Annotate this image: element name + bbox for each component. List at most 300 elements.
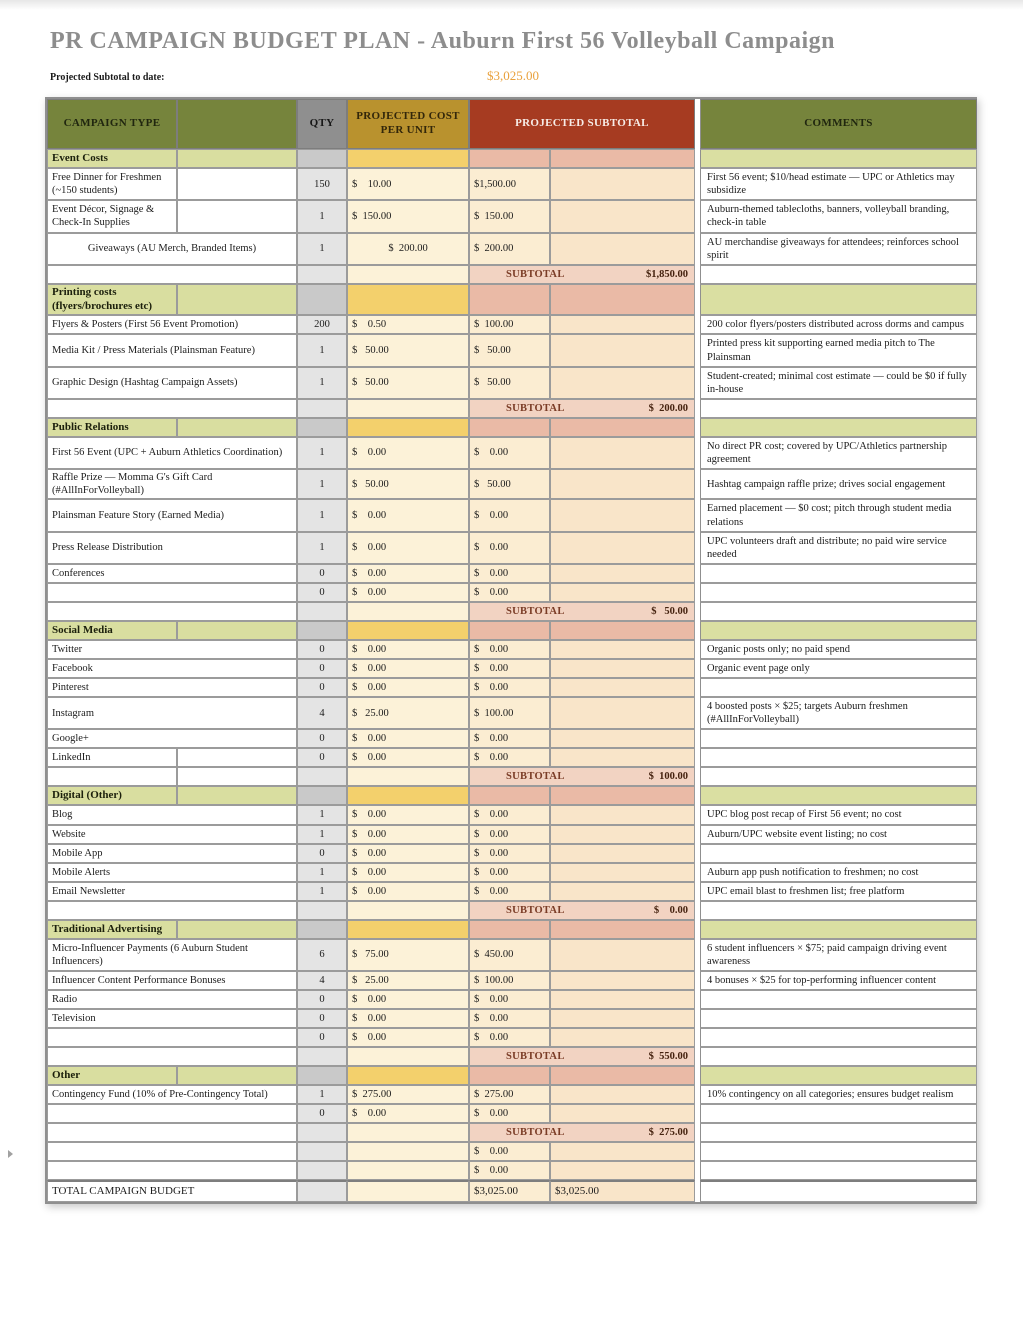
item-subtotal-blank-cell: [550, 334, 695, 366]
section-comments-cell: [700, 418, 977, 437]
section-cost-cell: [347, 149, 469, 168]
item-subtotal-cell: $ 0.00: [469, 805, 550, 824]
item-label-cell: Influencer Content Performance Bonuses: [47, 971, 297, 990]
item-comment-cell: AU merchandise giveaways for attendees; reinforces school spirit: [700, 233, 977, 265]
item-qty-cell: 1: [297, 863, 347, 882]
total-cost-cell: [347, 1180, 469, 1202]
item-cost-cell: $ 0.00: [347, 1009, 469, 1028]
subtotal-amount: $ 0.00: [653, 904, 688, 916]
section-title-cell: Printing costs (flyers/brochures etc): [47, 284, 177, 316]
item-label-cell: Media Kit / Press Materials (Plainsman Feature): [47, 334, 297, 366]
subtotal-caption: SUBTOTAL: [506, 1051, 565, 1063]
page-title: PR CAMPAIGN BUDGET PLAN - Auburn First 56 Volleyball Campaign: [50, 28, 836, 54]
section-title-blank-cell: [177, 284, 297, 316]
item-subtotal-blank-cell: [550, 233, 695, 265]
subtotal-qty-cell: [297, 602, 347, 621]
subtotal-label-spacer: [47, 399, 297, 418]
footer-blank-subtotal-cell: $ 0.00: [469, 1142, 550, 1161]
subtotal-comment-cell: [700, 1047, 977, 1066]
section-subtotal-cell-2: [550, 149, 695, 168]
section-subtotal-cell-2: [550, 621, 695, 640]
item-label-cell: Contingency Fund (10% of Pre-Contingency Total): [47, 1085, 297, 1104]
item-subtotal-cell: $ 0.00: [469, 990, 550, 1009]
item-subtotal-cell: $ 275.00: [469, 1085, 550, 1104]
item-label-cell: Television: [47, 1009, 297, 1028]
section-comments-cell: [700, 1066, 977, 1085]
item-qty-cell: 1: [297, 805, 347, 824]
item-label-cell: Graphic Design (Hashtag Campaign Assets): [47, 367, 297, 399]
item-subtotal-cell: $ 0.00: [469, 640, 550, 659]
item-label-cell: [47, 1028, 297, 1047]
item-label-cell: Raffle Prize — Momma G's Gift Card (#AllInForVolleyball): [47, 469, 297, 499]
item-subtotal-cell: $ 0.00: [469, 678, 550, 697]
footer-blank-qty-cell: [297, 1142, 347, 1161]
item-subtotal-blank-cell: [550, 564, 695, 583]
subtotal-label-spacer: [47, 767, 177, 786]
subtotal-caption: SUBTOTAL: [506, 605, 565, 617]
subtotal-cost-cell: [347, 399, 469, 418]
subtotal-amount: $ 50.00: [651, 605, 688, 617]
item-subtotal-cell: $ 0.00: [469, 583, 550, 602]
item-label-cell: Facebook: [47, 659, 297, 678]
total-campaign-budget-label: TOTAL CAMPAIGN BUDGET: [47, 1180, 297, 1202]
item-subtotal-cell: $ 0.00: [469, 825, 550, 844]
item-comment-cell: Hashtag campaign raffle prize; drives social engagement: [700, 469, 977, 499]
section-comments-cell: [700, 786, 977, 805]
item-cost-cell: $ 0.00: [347, 882, 469, 901]
subtotal-cost-cell: [347, 602, 469, 621]
item-subtotal-blank-cell: [550, 200, 695, 232]
subtotal-cost-cell: [347, 901, 469, 920]
item-subtotal-cell: $ 0.00: [469, 437, 550, 469]
column-header-comments: COMMENTS: [700, 99, 977, 149]
item-comment-cell: 6 student influencers × $75; paid campaign driving event awareness: [700, 939, 977, 971]
item-subtotal-blank-cell: [550, 367, 695, 399]
item-qty-cell: 6: [297, 939, 347, 971]
item-cost-cell: $ 200.00: [347, 233, 469, 265]
item-comment-cell: [700, 1009, 977, 1028]
section-subtotal-row: [469, 901, 695, 920]
item-label-cell: Giveaways (AU Merch, Branded Items): [47, 233, 297, 265]
item-label-cell: Mobile App: [47, 844, 297, 863]
item-label-cell: Mobile Alerts: [47, 863, 297, 882]
subtotal-qty-cell: [297, 265, 347, 284]
item-cost-cell: $ 0.00: [347, 729, 469, 748]
item-cost-cell: $ 0.00: [347, 499, 469, 531]
item-subtotal-cell: $ 0.00: [469, 844, 550, 863]
item-comment-cell: Auburn app push notification to freshmen; no cost: [700, 863, 977, 882]
section-subtotal-row: [469, 1047, 695, 1066]
item-cost-cell: $ 0.00: [347, 990, 469, 1009]
item-qty-cell: 1: [297, 499, 347, 531]
item-cost-cell: $ 0.00: [347, 583, 469, 602]
item-comment-cell: Earned placement — $0 cost; pitch through student media relations: [700, 499, 977, 531]
page-top-shading: [0, 0, 1023, 10]
section-comments-cell: [700, 149, 977, 168]
subtotal-amount: $ 200.00: [648, 402, 688, 414]
item-qty-cell: 4: [297, 697, 347, 729]
footer-blank-label-cell: [47, 1142, 297, 1161]
item-comment-cell: UPC blog post recap of First 56 event; no cost: [700, 805, 977, 824]
subtotal-comment-cell: [700, 265, 977, 284]
section-cost-cell: [347, 418, 469, 437]
section-comments-cell: [700, 920, 977, 939]
section-title-cell: Event Costs: [47, 149, 177, 168]
item-cost-cell: $ 25.00: [347, 971, 469, 990]
section-subtotal-row: [469, 602, 695, 621]
item-label-cell: Instagram: [47, 697, 297, 729]
section-qty-cell: [297, 284, 347, 316]
projected-subtotal-label: Projected Subtotal to date:: [50, 72, 165, 83]
item-comment-cell: UPC email blast to freshmen list; free platform: [700, 882, 977, 901]
item-cost-cell: $ 0.00: [347, 863, 469, 882]
item-subtotal-cell: $ 0.00: [469, 499, 550, 531]
section-subtotal-cell-1: [469, 284, 550, 316]
item-cost-cell: $ 275.00: [347, 1085, 469, 1104]
item-cost-cell: $ 0.50: [347, 315, 469, 334]
item-comment-cell: [700, 1028, 977, 1047]
item-comment-cell: [700, 583, 977, 602]
footer-blank-subtotal2-cell: [550, 1161, 695, 1180]
section-subtotal-cell-2: [550, 920, 695, 939]
section-title-cell: Digital (Other): [47, 786, 177, 805]
subtotal-label-spacer: [47, 901, 297, 920]
item-label-cell: Website: [47, 825, 297, 844]
item-cost-cell: $ 0.00: [347, 1104, 469, 1123]
section-qty-cell: [297, 621, 347, 640]
item-cost-cell: $ 25.00: [347, 697, 469, 729]
item-qty-cell: 1: [297, 825, 347, 844]
item-qty-cell: 0: [297, 583, 347, 602]
item-subtotal-cell: $ 100.00: [469, 697, 550, 729]
subtotal-label-spacer: [47, 265, 297, 284]
section-qty-cell: [297, 149, 347, 168]
item-qty-cell: 0: [297, 1009, 347, 1028]
item-subtotal-blank-cell: [550, 1104, 695, 1123]
footer-blank-subtotal2-cell: [550, 1142, 695, 1161]
item-comment-cell: [700, 678, 977, 697]
section-qty-cell: [297, 786, 347, 805]
section-subtotal-row: [469, 767, 695, 786]
subtotal-qty-cell: [297, 767, 347, 786]
item-subtotal-cell: $1,500.00: [469, 168, 550, 200]
item-qty-cell: 0: [297, 640, 347, 659]
item-subtotal-blank-cell: [550, 729, 695, 748]
subtotal-label-spacer: [177, 767, 297, 786]
section-subtotal-cell-2: [550, 786, 695, 805]
item-subtotal-cell: $ 50.00: [469, 367, 550, 399]
item-label-blank-cell: [177, 748, 297, 767]
footer-blank-label-cell: [47, 1161, 297, 1180]
item-subtotal-cell: $ 50.00: [469, 334, 550, 366]
total-comment-cell: [700, 1180, 977, 1202]
item-subtotal-cell: $ 50.00: [469, 469, 550, 499]
item-qty-cell: 0: [297, 748, 347, 767]
item-label-cell: Radio: [47, 990, 297, 1009]
section-cost-cell: [347, 621, 469, 640]
section-subtotal-cell-2: [550, 418, 695, 437]
item-subtotal-cell: $ 450.00: [469, 939, 550, 971]
item-qty-cell: 0: [297, 844, 347, 863]
item-label-cell: Conferences: [47, 564, 297, 583]
projected-subtotal-value: $3,025.00: [487, 68, 539, 83]
item-subtotal-blank-cell: [550, 990, 695, 1009]
item-subtotal-cell: $ 100.00: [469, 971, 550, 990]
item-qty-cell: 1: [297, 367, 347, 399]
subtotal-cost-cell: [347, 265, 469, 284]
item-subtotal-cell: $ 0.00: [469, 1028, 550, 1047]
item-qty-cell: 0: [297, 1028, 347, 1047]
item-label-cell: Twitter: [47, 640, 297, 659]
item-label-cell: Email Newsletter: [47, 882, 297, 901]
item-qty-cell: 0: [297, 659, 347, 678]
footer-blank-comment-cell: [700, 1142, 977, 1161]
item-cost-cell: $ 0.00: [347, 659, 469, 678]
item-qty-cell: 200: [297, 315, 347, 334]
item-qty-cell: 1: [297, 1085, 347, 1104]
item-subtotal-blank-cell: [550, 532, 695, 564]
item-label-cell: [47, 1104, 297, 1123]
section-title-blank-cell: [177, 1066, 297, 1085]
item-subtotal-cell: $ 0.00: [469, 1009, 550, 1028]
item-subtotal-cell: $ 100.00: [469, 315, 550, 334]
item-comment-cell: Auburn-themed tablecloths, banners, volleyball branding, check-in table: [700, 200, 977, 232]
subtotal-qty-cell: [297, 399, 347, 418]
item-subtotal-blank-cell: [550, 469, 695, 499]
section-subtotal-cell-1: [469, 786, 550, 805]
item-subtotal-blank-cell: [550, 315, 695, 334]
item-label-cell: Google+: [47, 729, 297, 748]
column-header-cost-per-unit: PROJECTED COST PER UNIT: [347, 99, 469, 149]
item-subtotal-blank-cell: [550, 1085, 695, 1104]
item-label-cell: Event Décor, Signage & Check-In Supplies: [47, 200, 177, 232]
item-comment-cell: UPC volunteers draft and distribute; no paid wire service needed: [700, 532, 977, 564]
item-subtotal-blank-cell: [550, 882, 695, 901]
subtotal-comment-cell: [700, 399, 977, 418]
section-subtotal-row: [469, 1123, 695, 1142]
column-header-projected-subtotal: PROJECTED SUBTOTAL: [469, 99, 695, 149]
subtotal-label-spacer: [47, 1123, 297, 1142]
item-cost-cell: $ 0.00: [347, 437, 469, 469]
section-title-blank-cell: [177, 621, 297, 640]
item-comment-cell: Organic posts only; no paid spend: [700, 640, 977, 659]
column-header-campaign-type: CAMPAIGN TYPE: [47, 99, 177, 149]
item-comment-cell: 4 bonuses × $25 for top-performing influencer content: [700, 971, 977, 990]
item-cost-cell: $ 0.00: [347, 748, 469, 767]
item-subtotal-blank-cell: [550, 805, 695, 824]
subtotal-cost-cell: [347, 1123, 469, 1142]
item-comment-cell: [700, 729, 977, 748]
subtotal-label-spacer: [47, 1047, 297, 1066]
subtotal-amount: $ 100.00: [648, 771, 688, 783]
item-qty-cell: 0: [297, 729, 347, 748]
item-label-cell: Plainsman Feature Story (Earned Media): [47, 499, 297, 531]
item-qty-cell: 1: [297, 200, 347, 232]
budget-table: [45, 97, 977, 1204]
item-comment-cell: 4 boosted posts × $25; targets Auburn freshmen (#AllInForVolleyball): [700, 697, 977, 729]
subtotal-amount: $ 275.00: [648, 1127, 688, 1139]
section-qty-cell: [297, 418, 347, 437]
item-cost-cell: $ 0.00: [347, 564, 469, 583]
section-subtotal-row: [469, 265, 695, 284]
item-qty-cell: 1: [297, 532, 347, 564]
item-subtotal-blank-cell: [550, 437, 695, 469]
item-subtotal-blank-cell: [550, 971, 695, 990]
section-comments-cell: [700, 621, 977, 640]
item-cost-cell: $ 0.00: [347, 805, 469, 824]
item-qty-cell: 1: [297, 469, 347, 499]
total-qty-cell: [297, 1180, 347, 1202]
column-header-qty: QTY: [297, 99, 347, 149]
item-comment-cell: [700, 1104, 977, 1123]
item-label-cell: [47, 583, 297, 602]
item-subtotal-cell: $ 0.00: [469, 564, 550, 583]
item-subtotal-blank-cell: [550, 659, 695, 678]
footer-blank-qty-cell: [297, 1161, 347, 1180]
item-cost-cell: $ 50.00: [347, 367, 469, 399]
footer-blank-cost-cell: [347, 1161, 469, 1180]
item-comment-cell: Organic event page only: [700, 659, 977, 678]
item-comment-cell: First 56 event; $10/head estimate — UPC or Athletics may subsidize: [700, 168, 977, 200]
item-comment-cell: Student-created; minimal cost estimate — could be $0 if fully in-house: [700, 367, 977, 399]
stray-mark: [8, 1150, 13, 1158]
subtotal-qty-cell: [297, 1047, 347, 1066]
section-subtotal-cell-1: [469, 418, 550, 437]
item-cost-cell: $ 10.00: [347, 168, 469, 200]
item-label-cell: Blog: [47, 805, 297, 824]
item-label-blank-cell: [177, 168, 297, 200]
item-label-cell: Pinterest: [47, 678, 297, 697]
item-subtotal-blank-cell: [550, 1009, 695, 1028]
section-qty-cell: [297, 920, 347, 939]
subtotal-caption: SUBTOTAL: [506, 904, 565, 916]
item-qty-cell: 1: [297, 334, 347, 366]
item-label-cell: First 56 Event (UPC + Auburn Athletics Coordination): [47, 437, 297, 469]
item-subtotal-blank-cell: [550, 748, 695, 767]
item-subtotal-blank-cell: [550, 640, 695, 659]
item-label-cell: Free Dinner for Freshmen (~150 students): [47, 168, 177, 200]
section-subtotal-cell-2: [550, 1066, 695, 1085]
item-comment-cell: [700, 564, 977, 583]
item-subtotal-blank-cell: [550, 583, 695, 602]
item-qty-cell: 1: [297, 882, 347, 901]
item-qty-cell: 1: [297, 437, 347, 469]
section-subtotal-cell-2: [550, 284, 695, 316]
subtotal-cost-cell: [347, 1047, 469, 1066]
item-cost-cell: $ 0.00: [347, 678, 469, 697]
item-subtotal-blank-cell: [550, 1028, 695, 1047]
subtotal-comment-cell: [700, 1123, 977, 1142]
section-title-cell: Social Media: [47, 621, 177, 640]
item-subtotal-cell: $ 150.00: [469, 200, 550, 232]
item-subtotal-blank-cell: [550, 844, 695, 863]
subtotal-label-spacer: [47, 602, 297, 621]
item-subtotal-blank-cell: [550, 499, 695, 531]
item-qty-cell: 1: [297, 233, 347, 265]
item-subtotal-cell: $ 0.00: [469, 882, 550, 901]
section-cost-cell: [347, 786, 469, 805]
item-comment-cell: [700, 748, 977, 767]
subtotal-cost-cell: [347, 767, 469, 786]
item-subtotal-blank-cell: [550, 678, 695, 697]
item-comment-cell: 10% contingency on all categories; ensures budget realism: [700, 1085, 977, 1104]
subtotal-caption: SUBTOTAL: [506, 1127, 565, 1139]
item-cost-cell: $ 0.00: [347, 640, 469, 659]
subtotal-comment-cell: [700, 901, 977, 920]
item-subtotal-cell: $ 200.00: [469, 233, 550, 265]
item-subtotal-blank-cell: [550, 825, 695, 844]
section-subtotal-cell-1: [469, 149, 550, 168]
item-label-cell: Press Release Distribution: [47, 532, 297, 564]
section-cost-cell: [347, 920, 469, 939]
item-subtotal-cell: $ 0.00: [469, 729, 550, 748]
item-subtotal-cell: $ 0.00: [469, 532, 550, 564]
item-qty-cell: 0: [297, 1104, 347, 1123]
section-title-cell: Other: [47, 1066, 177, 1085]
item-qty-cell: 4: [297, 971, 347, 990]
item-cost-cell: $ 50.00: [347, 469, 469, 499]
subtotal-qty-cell: [297, 901, 347, 920]
section-title-blank-cell: [177, 786, 297, 805]
item-qty-cell: 150: [297, 168, 347, 200]
item-subtotal-cell: $ 0.00: [469, 863, 550, 882]
item-cost-cell: $ 0.00: [347, 532, 469, 564]
total-subtotal-cell-2: $3,025.00: [550, 1180, 695, 1202]
column-header-campaign-type-blank: [177, 99, 297, 149]
item-subtotal-blank-cell: [550, 939, 695, 971]
item-comment-cell: [700, 844, 977, 863]
section-subtotal-cell-1: [469, 920, 550, 939]
item-label-blank-cell: [177, 200, 297, 232]
section-subtotal-cell-1: [469, 621, 550, 640]
item-subtotal-cell: $ 0.00: [469, 1104, 550, 1123]
item-subtotal-blank-cell: [550, 168, 695, 200]
section-title-blank-cell: [177, 149, 297, 168]
item-qty-cell: 0: [297, 564, 347, 583]
subtotal-caption: SUBTOTAL: [506, 268, 565, 280]
item-cost-cell: $ 75.00: [347, 939, 469, 971]
item-subtotal-cell: $ 0.00: [469, 748, 550, 767]
item-subtotal-blank-cell: [550, 697, 695, 729]
subtotal-amount: $1,850.00: [646, 268, 688, 280]
section-qty-cell: [297, 1066, 347, 1085]
subtotal-comment-cell: [700, 767, 977, 786]
subtotal-caption: SUBTOTAL: [506, 402, 565, 414]
item-label-cell: Flyers & Posters (First 56 Event Promotion): [47, 315, 297, 334]
item-qty-cell: 0: [297, 990, 347, 1009]
item-cost-cell: $ 0.00: [347, 844, 469, 863]
section-title-blank-cell: [177, 920, 297, 939]
section-cost-cell: [347, 1066, 469, 1085]
section-subtotal-cell-1: [469, 1066, 550, 1085]
item-comment-cell: Printed press kit supporting earned media pitch to The Plainsman: [700, 334, 977, 366]
subtotal-comment-cell: [700, 602, 977, 621]
footer-blank-subtotal-cell: $ 0.00: [469, 1161, 550, 1180]
subtotal-caption: SUBTOTAL: [506, 771, 565, 783]
item-subtotal-cell: $ 0.00: [469, 659, 550, 678]
total-subtotal-cell-1: $3,025.00: [469, 1180, 550, 1202]
section-subtotal-row: [469, 399, 695, 418]
section-title-cell: Traditional Advertising: [47, 920, 177, 939]
item-qty-cell: 0: [297, 678, 347, 697]
item-label-cell: Micro-Influencer Payments (6 Auburn Student Influencers): [47, 939, 297, 971]
item-cost-cell: $ 150.00: [347, 200, 469, 232]
item-label-cell: LinkedIn: [47, 748, 177, 767]
subtotal-amount: $ 550.00: [648, 1051, 688, 1063]
item-comment-cell: Auburn/UPC website event listing; no cost: [700, 825, 977, 844]
item-subtotal-blank-cell: [550, 863, 695, 882]
item-cost-cell: $ 0.00: [347, 1028, 469, 1047]
